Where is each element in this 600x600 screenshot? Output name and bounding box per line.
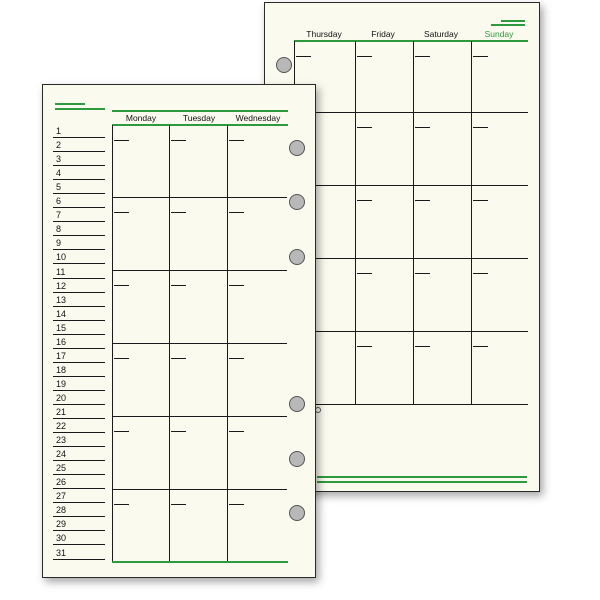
date-number: 15 — [56, 322, 67, 333]
binder-hole — [289, 194, 305, 210]
day-label-wednesday: Wednesday — [235, 113, 281, 123]
header-topline — [112, 110, 288, 112]
date-rule — [53, 446, 105, 447]
date-tick-mark — [415, 56, 430, 57]
date-tick-mark — [114, 285, 129, 286]
date-tick-mark — [357, 273, 372, 274]
date-tick-mark — [171, 358, 186, 359]
date-number: 21 — [56, 407, 67, 417]
date-rule — [53, 376, 105, 377]
footer-accent-line — [317, 476, 527, 478]
date-rule — [53, 559, 105, 560]
date-rule — [53, 137, 105, 138]
date-number: 24 — [56, 449, 67, 460]
date-number: 7 — [56, 210, 62, 221]
date-tick-mark — [229, 140, 244, 141]
date-tick-mark — [171, 431, 186, 432]
day-label-monday: Monday — [125, 113, 157, 123]
date-tick-mark — [357, 127, 372, 128]
date-rule — [53, 474, 105, 475]
date-tick-mark — [415, 200, 430, 201]
date-number: 30 — [56, 533, 67, 544]
week-row-line — [112, 197, 287, 198]
front-planner-page — [42, 84, 316, 578]
date-rule — [53, 278, 105, 279]
date-rule — [53, 362, 105, 363]
date-number: 22 — [56, 421, 67, 432]
date-tick-mark — [357, 346, 372, 347]
date-number: 2 — [56, 140, 62, 151]
date-tick-mark — [171, 285, 186, 286]
week-row-line — [294, 258, 528, 259]
footer-line — [112, 561, 288, 563]
column-divider — [471, 41, 472, 404]
date-number: 4 — [56, 168, 62, 179]
day-label-tuesday: Tuesday — [182, 113, 216, 123]
date-number: 25 — [56, 463, 67, 474]
day-label-thursday: Thursday — [306, 29, 342, 39]
date-tick-mark — [229, 358, 244, 359]
date-tick-mark — [114, 358, 129, 359]
date-number: 26 — [56, 477, 67, 488]
column-divider — [413, 41, 414, 404]
date-number: 12 — [56, 280, 67, 291]
date-rule — [53, 179, 105, 180]
date-tick-mark — [171, 504, 186, 505]
date-tick-mark — [114, 140, 129, 141]
date-rule — [53, 235, 105, 236]
date-rule — [53, 348, 105, 349]
date-number: 29 — [56, 519, 67, 530]
date-tick-mark — [415, 127, 430, 128]
day-label-sunday: Sunday — [484, 29, 514, 39]
date-rule — [53, 516, 105, 517]
date-rule — [53, 334, 105, 335]
binder-hole — [276, 57, 292, 73]
date-column-accent — [55, 103, 85, 105]
day-header-row — [294, 27, 528, 41]
date-number: 14 — [56, 308, 67, 319]
date-rule — [53, 151, 105, 152]
date-tick-mark — [171, 140, 186, 141]
date-number: 27 — [56, 491, 67, 502]
week-row-line — [294, 185, 528, 186]
date-number: 9 — [56, 238, 62, 249]
date-column-accent — [55, 108, 105, 110]
date-tick-mark — [114, 431, 129, 432]
date-tick-mark — [229, 285, 244, 286]
date-rule — [53, 502, 105, 503]
week-row-line — [112, 343, 287, 344]
binder-hole — [289, 451, 305, 467]
date-number: 28 — [56, 505, 67, 516]
date-tick-mark — [415, 273, 430, 274]
date-tick-mark — [229, 431, 244, 432]
week-row-line — [112, 489, 287, 490]
header-underline — [294, 40, 528, 42]
date-rule — [53, 390, 105, 391]
date-rule — [53, 207, 105, 208]
date-tick-mark — [473, 127, 488, 128]
date-rule — [53, 432, 105, 433]
date-tick-mark — [229, 504, 244, 505]
date-number: 18 — [56, 364, 67, 375]
date-tick-mark — [357, 56, 372, 57]
binder-hole — [289, 140, 305, 156]
week-row-line — [294, 331, 528, 332]
date-number: 5 — [56, 182, 62, 193]
date-number: 8 — [56, 224, 62, 235]
date-tick-mark — [171, 212, 186, 213]
week-row-line — [294, 112, 528, 113]
week-row-line — [294, 404, 528, 405]
date-tick-mark — [229, 212, 244, 213]
day-label-saturday: Saturday — [423, 29, 459, 39]
column-divider — [355, 41, 356, 404]
date-rule — [53, 306, 105, 307]
date-tick-mark — [114, 504, 129, 505]
binder-hole — [289, 396, 305, 412]
binder-hole — [289, 249, 305, 265]
date-rule — [53, 292, 105, 293]
date-number: 31 — [56, 547, 67, 558]
date-rule — [53, 263, 105, 264]
date-number: 11 — [56, 266, 66, 277]
date-rule — [53, 544, 105, 545]
date-rule — [53, 193, 105, 194]
date-tick-mark — [114, 212, 129, 213]
date-rule — [53, 460, 105, 461]
date-number: 3 — [56, 154, 62, 165]
date-tick-mark — [357, 200, 372, 201]
date-number: 19 — [56, 378, 67, 389]
date-tick-mark — [296, 56, 311, 57]
day-label-friday: Friday — [371, 29, 395, 39]
date-number: 20 — [56, 392, 67, 403]
date-rule — [53, 488, 105, 489]
date-rule — [53, 165, 105, 166]
date-rule — [53, 221, 105, 222]
date-rule — [53, 320, 105, 321]
header-accent-line — [491, 24, 525, 26]
date-number: 23 — [56, 435, 67, 446]
date-number: 6 — [56, 196, 62, 207]
date-tick-mark — [473, 346, 488, 347]
date-number: 17 — [56, 350, 67, 361]
header-underline — [112, 124, 288, 126]
date-number: 13 — [56, 294, 67, 305]
footer-accent-line — [317, 481, 527, 483]
date-rule — [53, 249, 105, 250]
week-row-line — [112, 270, 287, 271]
date-number: 1 — [56, 126, 62, 136]
date-number: 10 — [56, 252, 67, 263]
date-number: 16 — [56, 336, 67, 347]
week-row-line — [112, 416, 287, 417]
binder-hole — [289, 505, 305, 521]
date-tick-mark — [473, 200, 488, 201]
date-rule — [53, 404, 105, 405]
date-tick-mark — [473, 56, 488, 57]
date-tick-mark — [415, 346, 430, 347]
day-header-row — [112, 111, 287, 125]
date-rule — [53, 418, 105, 419]
date-rule — [53, 530, 105, 531]
header-accent-line — [501, 20, 525, 22]
date-tick-mark — [473, 273, 488, 274]
